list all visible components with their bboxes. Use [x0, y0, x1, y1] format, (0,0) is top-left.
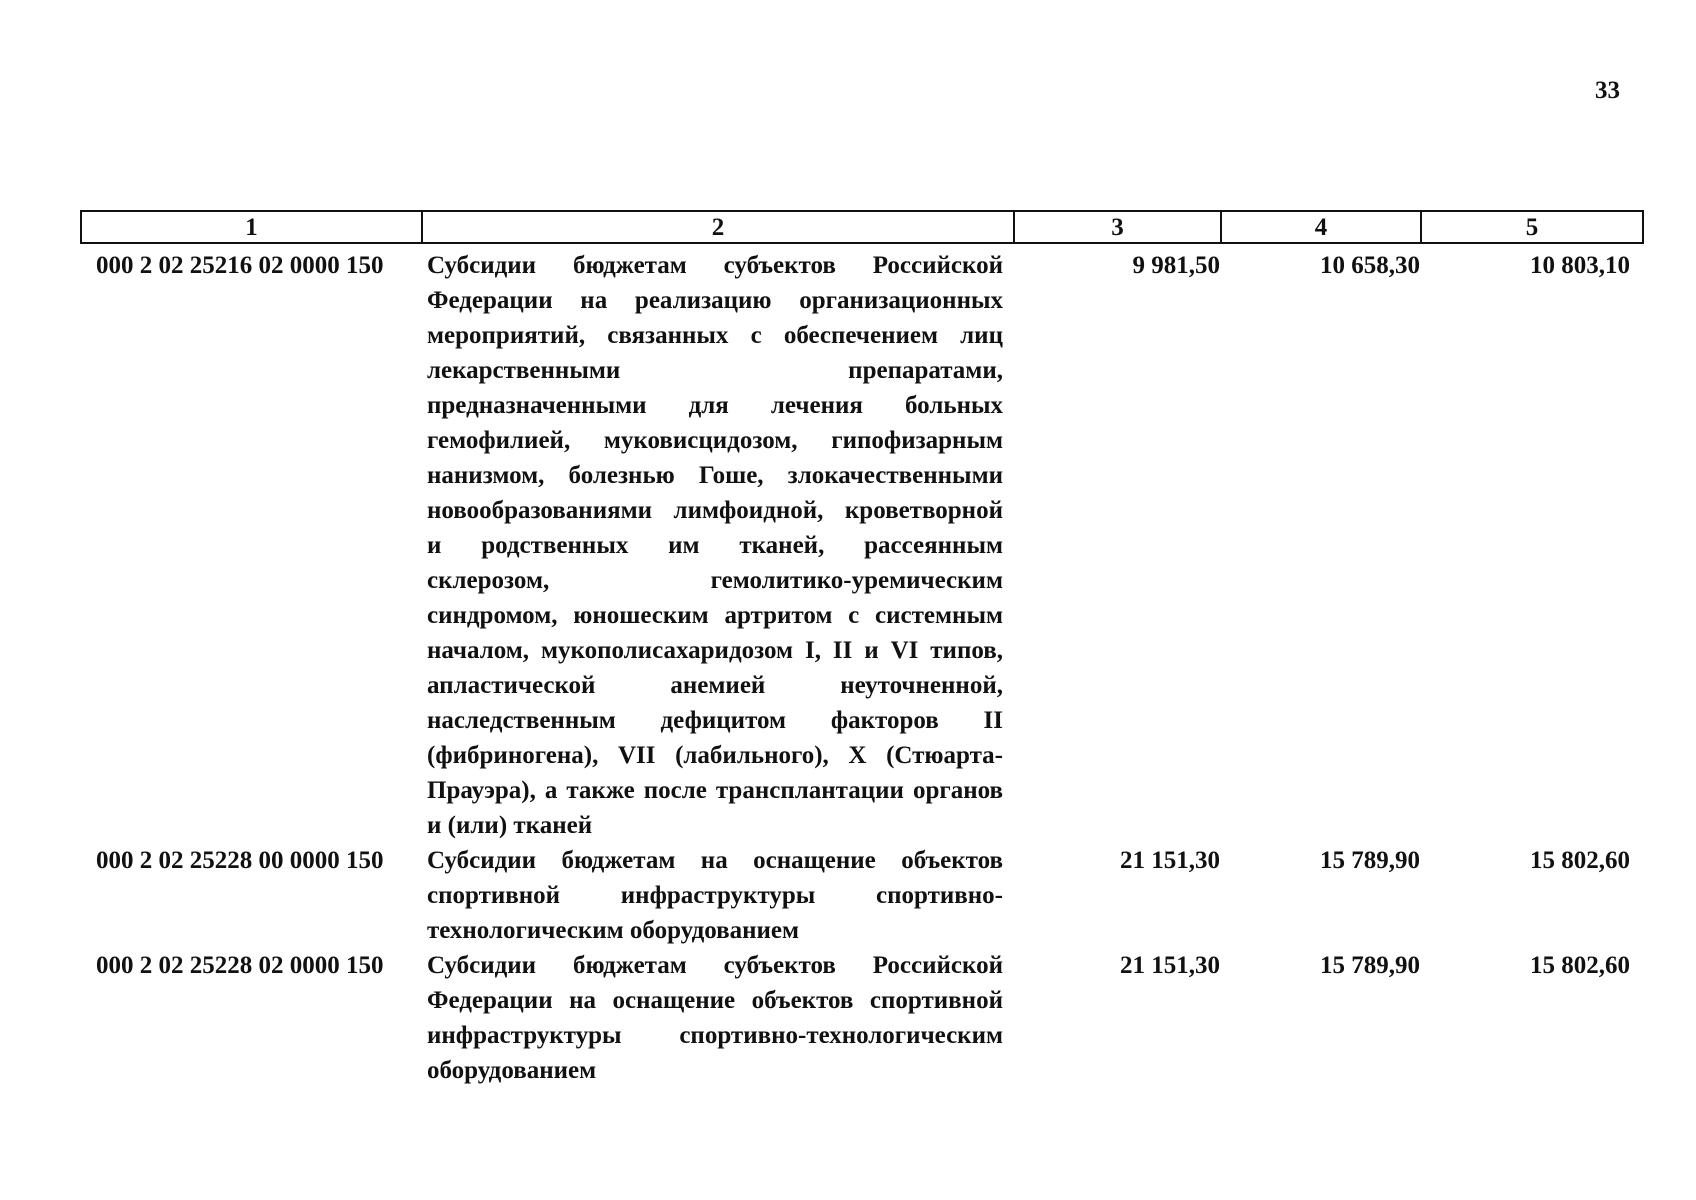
amount-col-4: 15 789,90	[1320, 847, 1420, 874]
amount-col-4: 15 789,90	[1320, 952, 1420, 979]
amount-col-5: 15 802,60	[1530, 847, 1630, 874]
description-line: нанизмом, болезнью Гоше, злокачественными	[427, 462, 1003, 489]
amount-col-4: 10 658,30	[1320, 252, 1420, 279]
description-line: наследственным дефицитом факторов II	[427, 707, 1003, 734]
column-header-5: 5	[1525, 214, 1539, 241]
table-body	[80, 248, 1644, 1088]
table-row	[80, 843, 1644, 948]
row-description	[421, 843, 1013, 948]
description-line: гемофилией, муковисцидозом, гипофизарным	[427, 427, 1003, 454]
description-line: Федерации на реализацию организационных	[427, 287, 1003, 314]
description-line: Субсидии бюджетам субъектов Российской	[427, 952, 1003, 979]
budget-code: 000 2 02 25216 02 0000 150	[96, 252, 384, 279]
column-header-3: 3	[1015, 212, 1222, 242]
description-line: технологическим оборудованием	[427, 917, 800, 944]
page-number: 33	[1595, 77, 1620, 104]
table-row	[80, 948, 1644, 1088]
description-line: спортивной инфраструктуры спортивно-	[427, 882, 1003, 909]
column-header-4: 4	[1222, 212, 1422, 242]
amount-col-5: 15 802,60	[1530, 952, 1630, 979]
amount-col-3: 21 151,30	[1120, 847, 1220, 874]
description-line: (фибриногена), VII (лабильного), X (Стюарта-	[427, 742, 1003, 769]
amount-col-3: 21 151,30	[1120, 952, 1220, 979]
description-line: началом, мукополисахаридозом I, II и VI типов,	[427, 637, 1003, 664]
description-line: лекарственными препаратами,	[427, 357, 1003, 384]
description-line: и (или) тканей	[427, 812, 593, 839]
description-line: новообразованиями лимфоидной, кроветворной	[427, 497, 1003, 524]
row-description	[421, 948, 1013, 1088]
description-line: предназначенными для лечения больных	[427, 392, 1003, 419]
amount-col-3: 9 981,50	[1132, 252, 1220, 279]
column-header-1: 1	[82, 212, 423, 242]
description-line: оборудованием	[427, 1057, 597, 1084]
budget-code: 000 2 02 25228 02 0000 150	[96, 952, 384, 979]
description-line: синдромом, юношеским артритом с системным	[427, 602, 1003, 629]
description-line: инфраструктуры спортивно-технологическим	[427, 1022, 1003, 1049]
row-description	[421, 248, 1013, 843]
column-header-2: 2	[423, 212, 1015, 242]
description-line: Субсидии бюджетам субъектов Российской	[427, 252, 1003, 279]
table-header-row	[80, 210, 1644, 244]
description-line: Федерации на оснащение объектов спортивной	[427, 987, 1003, 1014]
description-line: мероприятий, связанных с обеспечением лиц	[427, 322, 1003, 349]
amount-col-5: 10 803,10	[1530, 252, 1630, 279]
description-line: Субсидии бюджетам на оснащение объектов	[427, 847, 1003, 874]
table-row	[80, 248, 1644, 843]
budget-code: 000 2 02 25228 00 0000 150	[96, 847, 384, 874]
description-line: апластической анемией неуточненной,	[427, 672, 1003, 699]
description-line: Прауэра), а также после трансплантации органов	[427, 777, 1003, 804]
description-line: и родственных им тканей, рассеянным	[427, 532, 1003, 559]
description-line: склерозом, гемолитико-уремическим	[427, 567, 1003, 594]
